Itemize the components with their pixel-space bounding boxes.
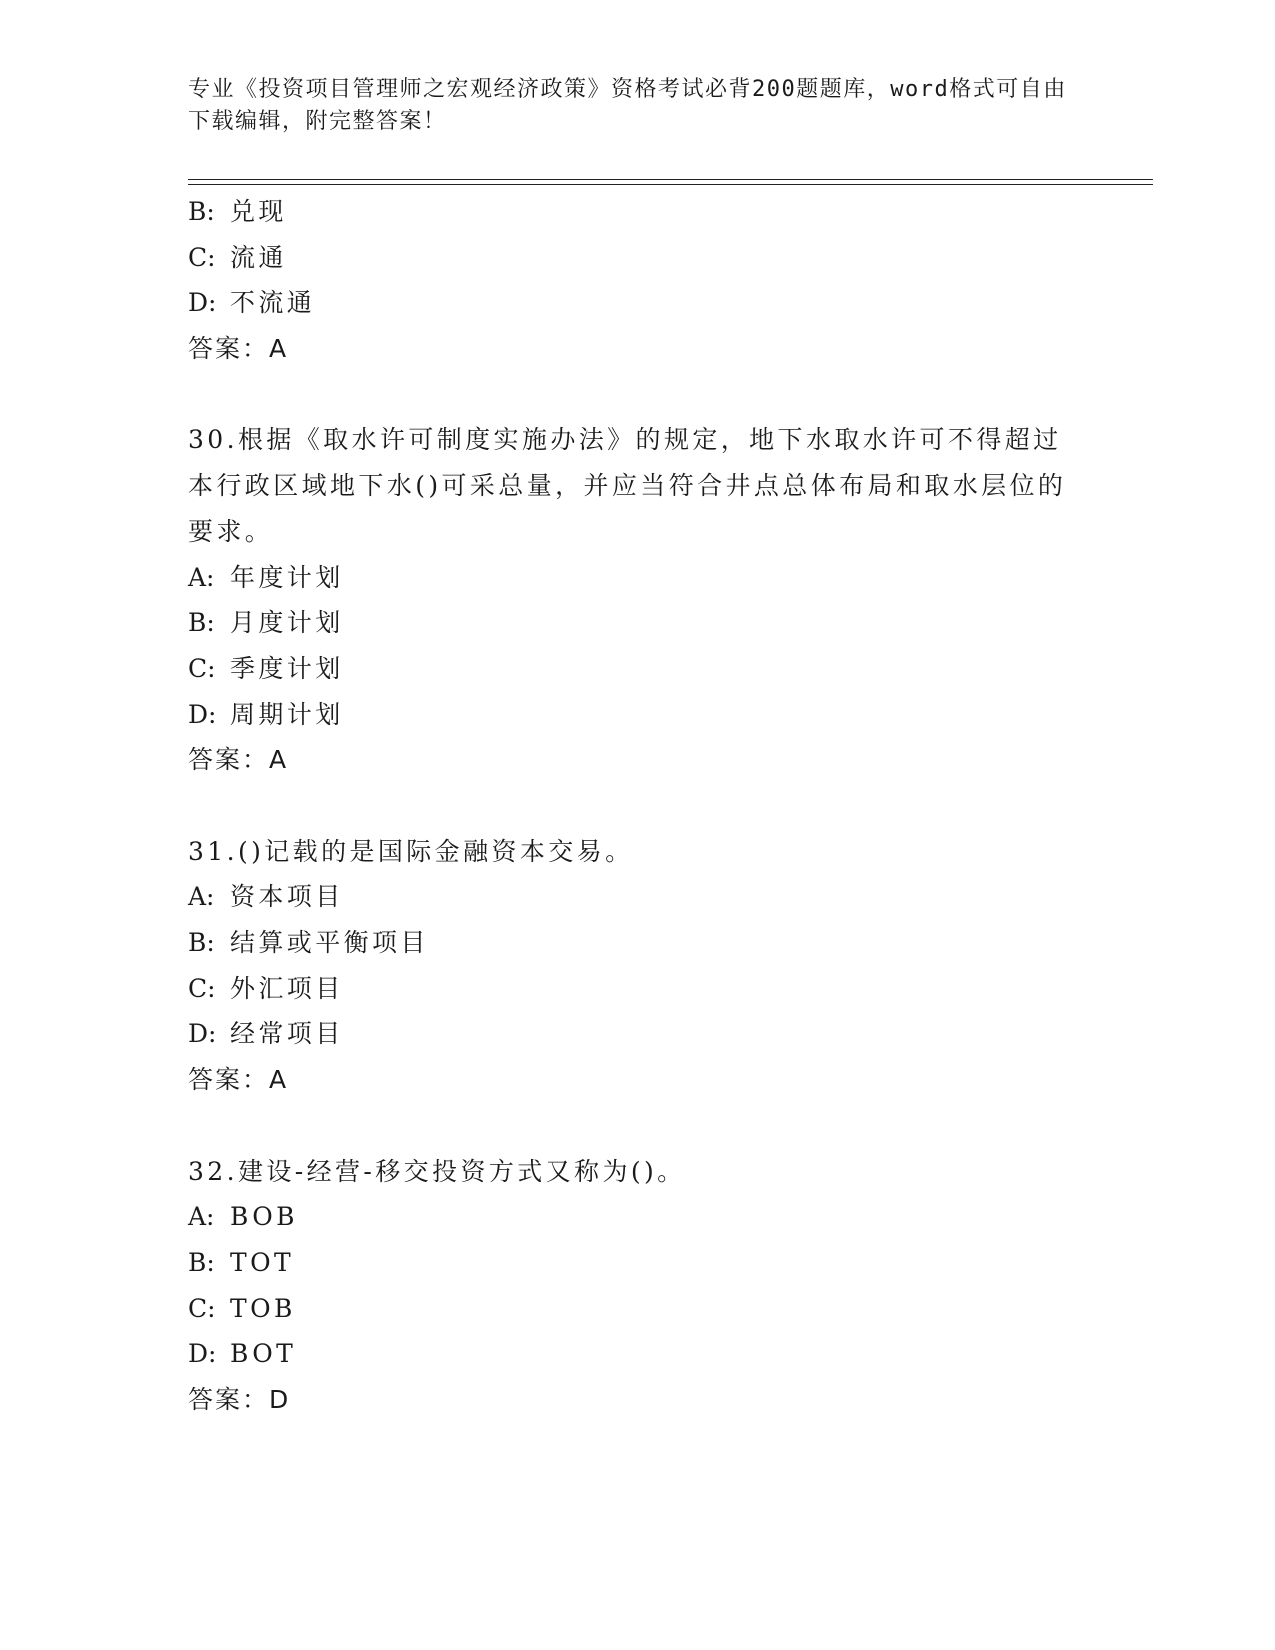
question-text: 32.建设-经营-移交投资方式又称为()。 (188, 1156, 686, 1186)
option-d (188, 280, 1088, 326)
option-text: 流通 (230, 242, 287, 272)
option-d (188, 692, 1088, 738)
option-letter: B: (188, 1247, 215, 1277)
option-a (188, 1194, 1088, 1240)
question-30-block (188, 417, 1088, 783)
answer-line: 答案：A (188, 334, 289, 364)
option-b (188, 1240, 1088, 1286)
option-letter: A: (188, 882, 215, 912)
option-a (188, 874, 1088, 920)
spacer (188, 372, 1088, 418)
question-31-block (188, 829, 1088, 1103)
option-text: 兑现 (230, 197, 287, 226)
option-text: TOB (230, 1293, 296, 1323)
page-header: 专业《投资项目管理师之宏观经济政策》资格考试必背200题题库，word格式可自由下载编辑，附完整答案！ (188, 77, 1067, 134)
option-text: 结算或平衡项目 (230, 928, 429, 958)
option-c (188, 235, 1088, 281)
answer-line: 答案：D (188, 1384, 291, 1414)
prev-question-block (188, 189, 1088, 372)
option-letter: C: (188, 1293, 216, 1323)
option-b (188, 600, 1088, 646)
spacer (188, 783, 1088, 829)
option-text: 资本项目 (230, 882, 344, 912)
option-letter: B: (188, 608, 215, 638)
option-text: BOT (230, 1339, 297, 1369)
option-b (188, 189, 1088, 235)
option-letter: A: (188, 1202, 215, 1232)
answer-line: 答案：A (188, 745, 289, 775)
option-d (188, 1011, 1088, 1057)
answer-line: 答案：A (188, 1065, 289, 1095)
option-letter: D: (188, 1019, 217, 1049)
option-letter: C: (188, 973, 216, 1003)
option-a (188, 555, 1088, 601)
option-letter: D: (188, 699, 217, 729)
option-letter: D: (188, 1339, 217, 1369)
option-c (188, 1286, 1088, 1332)
option-text: 周期计划 (230, 699, 344, 729)
question-32-block (188, 1149, 1088, 1423)
question-list (188, 189, 1088, 1423)
option-text: TOT (230, 1247, 295, 1277)
option-text: 月度计划 (230, 608, 344, 638)
header-rule-top (188, 179, 1153, 180)
option-c (188, 646, 1088, 692)
question-text: 31.()记载的是国际金融资本交易。 (188, 836, 634, 866)
option-text: BOB (230, 1202, 298, 1232)
option-b (188, 920, 1088, 966)
option-letter: D: (188, 288, 217, 318)
option-letter: A: (188, 562, 215, 592)
option-c (188, 966, 1088, 1012)
option-letter: C: (188, 653, 216, 683)
spacer (188, 1103, 1088, 1149)
option-d (188, 1331, 1088, 1377)
option-text: 经常项目 (230, 1019, 344, 1049)
header-rule-bottom (188, 184, 1153, 185)
option-letter: C: (188, 242, 216, 272)
option-text: 季度计划 (230, 653, 344, 683)
question-text: 30.根据《取水许可制度实施办法》的规定，地下水取水许可不得超过本行政区域地下水()可采总量，并应当符合井点总体布局和取水层位的要求。 (188, 425, 1067, 546)
option-text: 年度计划 (230, 562, 344, 592)
option-letter: B: (188, 197, 215, 226)
option-text: 外汇项目 (230, 973, 344, 1003)
option-letter: B: (188, 928, 215, 958)
option-text: 不流通 (230, 288, 316, 318)
